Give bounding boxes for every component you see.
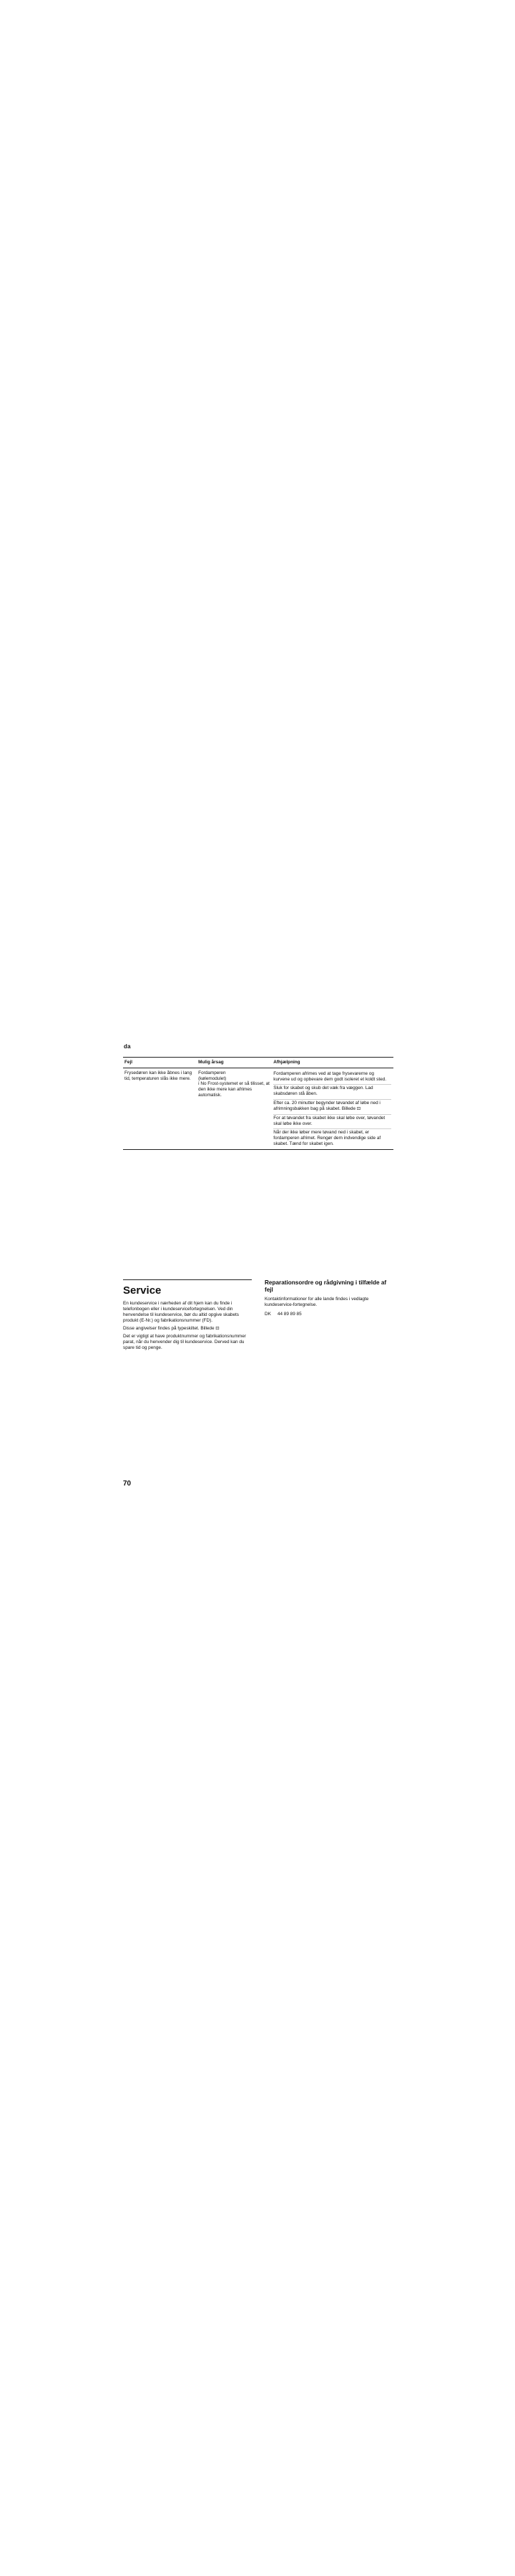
remedy-cell (272, 1068, 393, 1149)
cause-cell (197, 1068, 272, 1149)
country-code: DK (265, 1311, 271, 1317)
service-heading: Service (123, 1284, 162, 1297)
service-paragraph: Det er vigtigt at have produktnummer og fabrikationsnummer parat, når du henvender dig til kundeservice. Derved kan du spare tid og penge. (123, 1333, 246, 1350)
table-row (123, 1068, 393, 1149)
service-paragraph: En kundeservice i nærheden af dit hjem kan du finde i telefonbogen eller i kundeservicefortegnelsen. Ved din henvendelse til kundeservice, bør du altid opgive skabets produkt (E-Nr.) og fabrikationsnummer (FD). (123, 1300, 239, 1323)
cause-line: Fordamperen (198, 1070, 226, 1075)
service-paragraph: Disse angivelser findes på typeskiltet. Billede ⊡ (123, 1325, 220, 1331)
header-remedy: Afhjælpning (272, 1058, 393, 1068)
repair-section (265, 1279, 393, 1317)
repair-heading: Reparationsordre og rådgivning i tilfælde af fejl (265, 1279, 387, 1293)
troubleshooting-table (123, 1057, 393, 1150)
section-divider (123, 1279, 252, 1280)
remedy-item: Efter ca. 20 minutter begynder tøvandet af løbe ned i afrimningsbakken bag på skabet. Billede ⊡ (273, 1100, 391, 1115)
remedy-item: Fordamperen afrimes ved at tage frysevarerne og kurvene ud og opbevare dem godt isoleret et koldt sted. (273, 1070, 391, 1085)
cause-line: (kølemodulet) (198, 1075, 227, 1081)
language-tag: da (124, 1043, 131, 1050)
table-header-row (123, 1058, 393, 1068)
repair-text: Kontaktinformationer for alle lande findes i vedlagte kundeservice-fortegnelse. (265, 1296, 369, 1307)
remedy-list (273, 1070, 391, 1147)
page-number: 70 (123, 1480, 132, 1488)
cause-line: i No Frost-systemet er så tilisset, at den ikke mere kan afrimes automatisk. (198, 1081, 270, 1098)
phone-number: 44 89 89 85 (277, 1311, 302, 1317)
remedy-item: Når der ikke løber mere tøvand ned i skabet, er fordamperen afrimet. Rengør dem indvendige side af skabet. Tænd for skabet igen. (273, 1130, 381, 1146)
remedy-item: Sluk for skabet og skub det væk fra væggen. Lad skabsdøren stå åben. (273, 1085, 391, 1100)
header-fault: Fejl (123, 1058, 197, 1068)
fault-cell: Frysedøren kan ikke åbnes i lang tid, temperaturen slås ikke mere. (123, 1068, 197, 1149)
header-cause: Mulig årsag (197, 1058, 272, 1068)
phone-row (265, 1312, 393, 1317)
service-section (123, 1279, 252, 1353)
remedy-item: For at tøvandet fra skabet ikke skal løbe over, tøvandet skal løbe ikke over. (273, 1115, 391, 1130)
